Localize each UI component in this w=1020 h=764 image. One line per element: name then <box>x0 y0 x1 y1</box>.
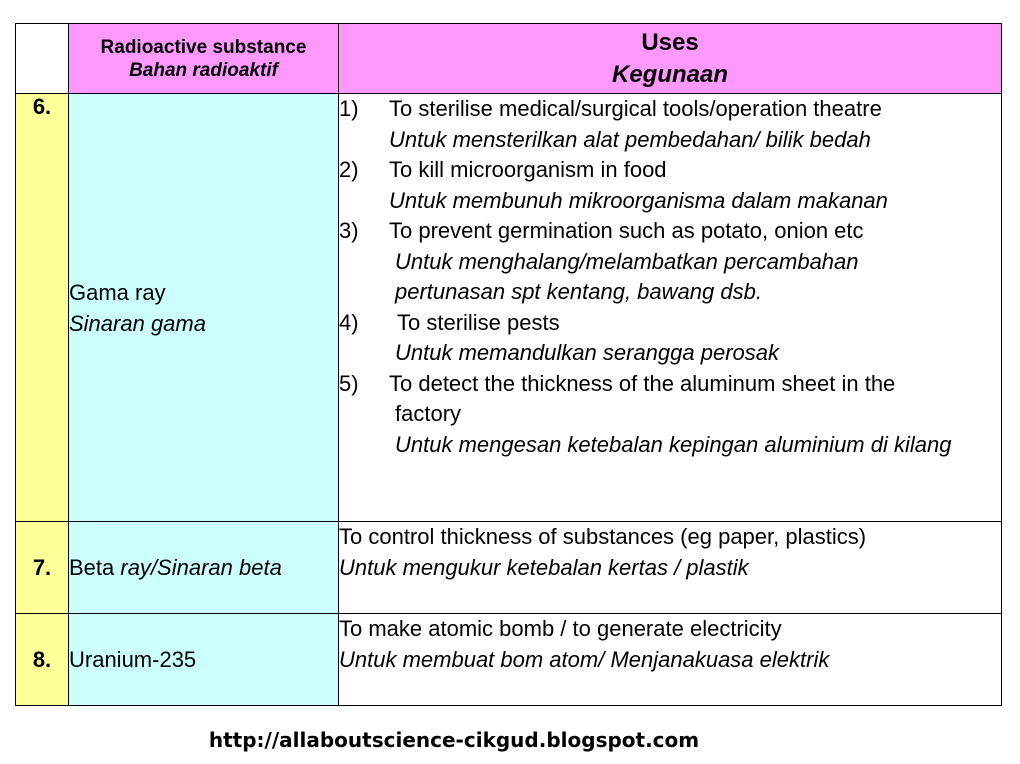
substance-cell <box>69 614 339 706</box>
header-substance-cell <box>69 24 339 94</box>
use-en: To sterilise medical/surgical tools/operation theatre <box>389 96 882 121</box>
header-uses-en: Uses <box>641 28 699 56</box>
use-item <box>339 94 1001 125</box>
use-en: To control thickness of substances (eg paper, plastics) <box>339 524 867 549</box>
use-ms: Untuk menghalang/melambatkan percambahan pertunasan spt kentang, bawang dsb. <box>395 248 859 304</box>
use-ms: Untuk membunuh mikroorganisma dalam makanan <box>389 187 888 213</box>
substance-en: Gama ray <box>69 279 166 305</box>
footer-url: http://allaboutscience-cikgud.blogspot.com <box>208 728 700 752</box>
row-number: 8. <box>16 614 69 706</box>
use-ms: Untuk membuat bom atom/ Menjanakuasa elektrik <box>339 646 830 672</box>
substance-ms: Sinaran gama <box>69 310 206 336</box>
use-en: To make atomic bomb / to generate electricity <box>339 616 782 641</box>
use-en: To prevent germination such as potato, onion etc <box>389 218 864 243</box>
substance-en: Beta <box>69 555 121 580</box>
header-substance-ms: Bahan radioaktif <box>129 59 278 81</box>
use-en: To detect the thickness of the aluminum sheet in the <box>389 370 896 396</box>
use-number: 5) <box>339 370 359 396</box>
use-ms: Untuk memandulkan serangga perosak <box>395 340 780 365</box>
header-substance-en: Radioactive substance <box>100 36 307 58</box>
row-number: 7. <box>16 522 69 614</box>
use-item <box>339 308 1001 339</box>
use-number: 4) <box>339 309 359 335</box>
use-ms: Untuk mengukur ketebalan kertas / plastik <box>339 554 749 580</box>
substance-cell <box>69 522 339 614</box>
substance-en: Uranium-235 <box>69 647 197 672</box>
table-row <box>16 614 1002 706</box>
row-number: 6. <box>16 94 69 522</box>
use-en: To sterilise pests <box>397 309 560 335</box>
uses-cell <box>339 522 1002 614</box>
use-item <box>339 369 1001 400</box>
header-row <box>16 24 1002 94</box>
header-blank-cell <box>16 24 69 94</box>
use-number: 1) <box>339 96 359 121</box>
use-ms: Untuk mensterilkan alat pembedahan/ bilik bedah <box>389 126 871 152</box>
uses-cell <box>339 614 1002 706</box>
use-number: 2) <box>339 157 359 182</box>
use-number: 3) <box>339 218 359 243</box>
substance-cell <box>69 94 339 522</box>
substance-ms: ray/Sinaran beta <box>120 555 282 580</box>
use-en-continued: factory <box>395 401 462 426</box>
header-uses-cell <box>339 24 1002 94</box>
use-ms: Untuk mengesan ketebalan kepingan aluminium di kilang <box>395 431 952 457</box>
header-uses-ms: Kegunaan <box>611 60 728 88</box>
use-item <box>339 216 1001 247</box>
radioactive-uses-table <box>15 23 1002 706</box>
uses-cell <box>339 94 1002 522</box>
use-en: To kill microorganism in food <box>389 157 667 182</box>
use-item <box>339 155 1001 186</box>
table-row <box>16 94 1002 522</box>
table-row <box>16 522 1002 614</box>
